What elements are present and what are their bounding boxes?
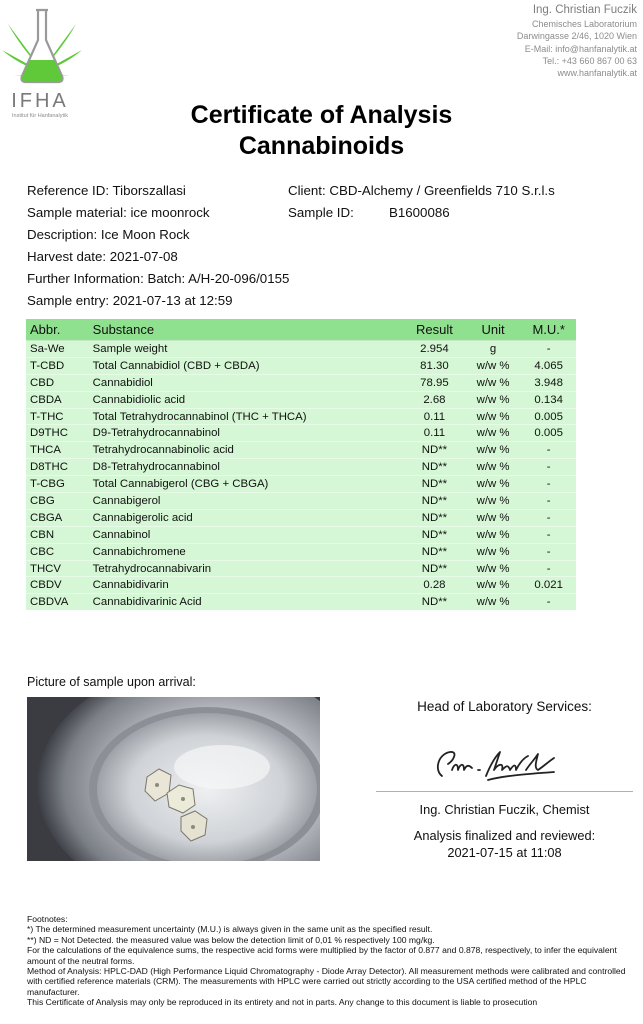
cell-substance: Cannabidiol <box>89 374 404 391</box>
cell-mu: 0.005 <box>521 425 576 442</box>
cell-mu: 0.134 <box>521 391 576 408</box>
cell-substance: Cannabigerolic acid <box>89 509 404 526</box>
cell-substance: Cannabigerol <box>89 493 404 510</box>
footnote-method: Method of Analysis: HPLC-DAD (High Performance Liquid Chromatography - Diode Array Detector). All measurement methods were calibrated and controlled with certified reference materials (CRM). The measurements with HPLC were carried out strictly according to the USA certified method of the HPLC manufacturer. <box>27 966 626 997</box>
sample-photo-image <box>27 697 320 861</box>
further-information: Further Information: Batch: A/H-20-096/0155 <box>27 271 290 286</box>
finalized-date: 2021-07-15 at 11:08 <box>447 845 562 860</box>
lab-name: Ing. Christian Fuczik <box>532 4 637 16</box>
table-row <box>26 425 576 442</box>
logo-wordmark: IFHA <box>11 90 69 112</box>
cell-mu: - <box>521 459 576 476</box>
cell-mu: - <box>521 341 576 358</box>
sample-material: Sample material: ice moonrock <box>27 205 210 220</box>
title-line-1: Certificate of Analysis <box>190 101 453 129</box>
cell-unit: w/w % <box>465 509 522 526</box>
sample-id: B1600086 <box>389 205 450 220</box>
cell-unit: w/w % <box>465 391 522 408</box>
header-result: Result <box>404 319 465 341</box>
cell-abbr: CBDV <box>26 577 89 594</box>
lab-contact-block <box>517 3 637 79</box>
cell-result: ND** <box>404 459 465 476</box>
cell-abbr: CBC <box>26 543 89 560</box>
cell-substance: Cannabichromene <box>89 543 404 560</box>
header-mu: M.U.* <box>521 319 576 341</box>
cell-mu: 0.005 <box>521 408 576 425</box>
cell-result: ND** <box>404 509 465 526</box>
cell-result: 78.95 <box>404 374 465 391</box>
cell-mu: - <box>521 543 576 560</box>
header-abbr: Abbr. <box>26 319 89 341</box>
table-row <box>26 357 576 374</box>
cell-mu: - <box>521 493 576 510</box>
cell-abbr: CBDVA <box>26 594 89 610</box>
cell-result: ND** <box>404 594 465 610</box>
footnote-reproduction: This Certificate of Analysis may only be reproduced in its entirety and not in parts. Any change to this document is liable to prosecution <box>27 997 538 1008</box>
sample-id-label: Sample ID: <box>288 205 354 220</box>
handwritten-signature <box>428 740 568 790</box>
cell-unit: w/w % <box>465 374 522 391</box>
cell-unit: w/w % <box>465 594 522 610</box>
cell-abbr: CBDA <box>26 391 89 408</box>
table-row <box>26 526 576 543</box>
cell-result: 0.11 <box>404 425 465 442</box>
cannabis-flask-icon <box>2 6 82 96</box>
table-row <box>26 341 576 358</box>
harvest-date: Harvest date: 2021-07-08 <box>27 249 178 264</box>
cell-unit: w/w % <box>465 357 522 374</box>
lab-email: E-Mail: info@hanfanalytik.at <box>524 43 637 54</box>
lab-website: www.hanfanalytik.at <box>557 68 637 79</box>
cell-substance: Tetrahydrocannabivarin <box>89 560 404 577</box>
table-row <box>26 459 576 476</box>
lab-type: Chemisches Laboratorium <box>531 19 637 29</box>
cell-mu: - <box>521 509 576 526</box>
footnotes <box>27 914 639 1008</box>
cell-abbr: Sa-We <box>26 341 89 358</box>
cell-substance: Cannabidiolic acid <box>89 391 404 408</box>
cell-abbr: T-CBG <box>26 476 89 493</box>
cell-unit: w/w % <box>465 442 522 459</box>
table-row <box>26 408 576 425</box>
table-row <box>26 442 576 459</box>
cell-mu: - <box>521 594 576 610</box>
cell-unit: w/w % <box>465 493 522 510</box>
table-row <box>26 391 576 408</box>
cell-unit: w/w % <box>465 526 522 543</box>
footnote-nd: **) ND = Not Detected. the measured value was below the detection limit of 0,01 % respectively 100 mg/kg. <box>27 934 435 945</box>
cell-unit: w/w % <box>465 543 522 560</box>
footnote-equivalence: For the calculations of the equivalence sums, the respective acid forms were multiplied by the factor of 0.877 and 0.878, respectively, to infer the equivalent amount of the neutral forms. <box>27 945 617 966</box>
photo-caption: Picture of sample upon arrival: <box>27 675 196 689</box>
cell-abbr: THCA <box>26 442 89 459</box>
cell-substance: Total Cannabidiol (CBD + CBDA) <box>89 357 404 374</box>
cell-result: 81.30 <box>404 357 465 374</box>
cannabinoid-results-table <box>26 319 576 610</box>
cell-substance: Tetrahydrocannabinolic acid <box>89 442 404 459</box>
cell-substance: Total Cannabigerol (CBG + CBGA) <box>89 476 404 493</box>
table-row <box>26 493 576 510</box>
cell-unit: w/w % <box>465 560 522 577</box>
cell-result: ND** <box>404 493 465 510</box>
cell-substance: Cannabidivarin <box>89 577 404 594</box>
table-row <box>26 560 576 577</box>
table-row <box>26 476 576 493</box>
cell-mu: - <box>521 476 576 493</box>
cell-substance: Cannabidivarinic Acid <box>89 594 404 610</box>
reference-id: Reference ID: Tiborszallasi <box>27 183 186 198</box>
cell-result: 0.28 <box>404 577 465 594</box>
sample-photo <box>27 697 320 861</box>
cell-result: ND** <box>404 442 465 459</box>
cell-result: ND** <box>404 476 465 493</box>
cell-result: 2.954 <box>404 341 465 358</box>
client: Client: CBD-Alchemy / Greenfields 710 S.r.l.s <box>288 183 555 198</box>
cell-unit: g <box>465 341 522 358</box>
cell-unit: w/w % <box>465 408 522 425</box>
logo-subtitle: Institut für Hanfanalytik <box>12 113 68 119</box>
footnotes-heading: Footnotes: <box>27 914 68 924</box>
cell-abbr: T-THC <box>26 408 89 425</box>
cell-result: ND** <box>404 543 465 560</box>
sample-entry: Sample entry: 2021-07-13 at 12:59 <box>27 293 233 308</box>
header-unit: Unit <box>465 319 522 341</box>
cell-mu: 0.021 <box>521 577 576 594</box>
cell-substance: Cannabinol <box>89 526 404 543</box>
cell-abbr: THCV <box>26 560 89 577</box>
description: Description: Ice Moon Rock <box>27 227 190 242</box>
table-row <box>26 577 576 594</box>
cell-substance: D9-Tetrahydrocannabinol <box>89 425 404 442</box>
lab-phone: Tel.: +43 660 867 00 63 <box>542 55 637 66</box>
cell-mu: - <box>521 560 576 577</box>
cell-unit: w/w % <box>465 425 522 442</box>
cell-mu: - <box>521 526 576 543</box>
cell-mu: 4.065 <box>521 357 576 374</box>
cell-unit: w/w % <box>465 459 522 476</box>
cell-substance: D8-Tetrahydrocannabinol <box>89 459 404 476</box>
cell-mu: 3.948 <box>521 374 576 391</box>
cell-abbr: D9THC <box>26 425 89 442</box>
cell-result: ND** <box>404 526 465 543</box>
cell-result: ND** <box>404 560 465 577</box>
lab-address: Darwingasse 2/46, 1020 Wien <box>516 31 637 42</box>
cell-unit: w/w % <box>465 577 522 594</box>
table-header-row <box>26 319 576 341</box>
cell-substance: Total Tetrahydrocannabinol (THC + THCA) <box>89 408 404 425</box>
cell-result: 0.11 <box>404 408 465 425</box>
signature-line <box>376 791 633 792</box>
signatory-name: Ing. Christian Fuczik, Chemist <box>419 802 590 817</box>
cell-abbr: D8THC <box>26 459 89 476</box>
cell-mu: - <box>521 442 576 459</box>
table-row <box>26 374 576 391</box>
cell-abbr: CBN <box>26 526 89 543</box>
cell-result: 2.68 <box>404 391 465 408</box>
table-row <box>26 509 576 526</box>
cell-substance: Sample weight <box>89 341 404 358</box>
cell-abbr: CBD <box>26 374 89 391</box>
footnote-mu: *) The determined measurement uncertainty (M.U.) is always given in the same unit as the specified result. <box>27 924 433 935</box>
table-row <box>26 543 576 560</box>
cell-abbr: CBG <box>26 493 89 510</box>
signature-icon <box>428 740 568 790</box>
table-body <box>26 341 576 611</box>
cell-unit: w/w % <box>465 476 522 493</box>
table-row <box>26 594 576 610</box>
title-line-2: Cannabinoids <box>238 132 405 160</box>
signature-heading: Head of Laboratory Services: <box>417 699 592 714</box>
cell-abbr: CBGA <box>26 509 89 526</box>
cell-abbr: T-CBD <box>26 357 89 374</box>
header-substance: Substance <box>89 319 404 341</box>
document-title <box>0 100 643 162</box>
finalized-label: Analysis finalized and reviewed: <box>413 828 596 843</box>
